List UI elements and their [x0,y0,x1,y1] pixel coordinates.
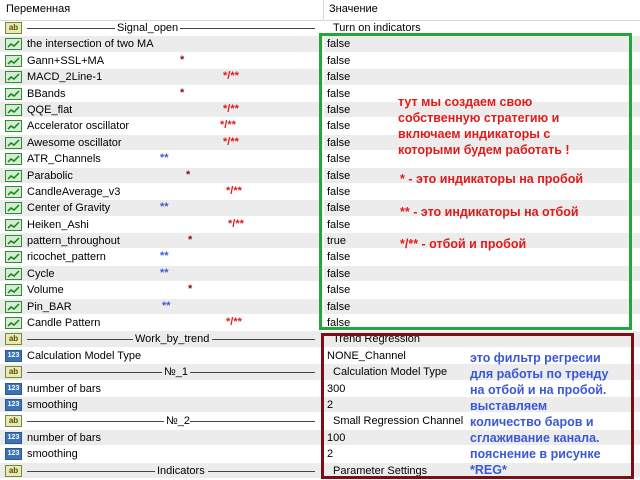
boolean-type-icon [5,284,22,296]
separator-line [180,28,315,29]
parameter-value[interactable]: false [327,71,351,84]
indicator-type-mark: ** [160,201,169,214]
boolean-type-icon [5,38,22,50]
indicator-type-mark: */** [226,316,242,329]
parameter-value[interactable]: false [327,169,351,182]
regression-note-line: *REG* [470,463,507,477]
text-type-icon: ab [5,366,22,378]
parameter-value[interactable]: false [327,185,351,198]
parameter-value[interactable]: 100 [327,431,346,444]
separator-line [27,471,155,472]
group-label: №_1 [164,366,189,379]
indicator-type-mark: * [180,86,185,99]
boolean-type-icon [5,88,22,100]
indicator-type-mark: * [186,168,191,181]
boolean-type-icon [5,120,22,132]
group-description: Trend Regression [333,333,421,346]
parameter-value[interactable]: false [327,251,351,264]
parameter-value[interactable]: false [327,284,351,297]
column-header-variable[interactable]: Переменная [6,3,71,15]
parameter-name: smoothing [27,448,78,461]
parameter-name: Accelerator oscillator [27,120,130,133]
boolean-type-icon [5,104,22,116]
parameter-name: ricochet_pattern [27,251,106,264]
text-type-icon: ab [5,333,22,345]
group-description: Parameter Settings [333,464,428,477]
boolean-type-icon [5,170,22,182]
strategy-note-line: тут мы создаем свою [398,95,533,109]
boolean-type-icon [5,251,22,263]
parameter-value[interactable]: false [327,87,351,100]
boolean-type-icon [5,202,22,214]
parameter-value[interactable]: false [327,218,351,231]
parameter-name: MACD_2Line-1 [27,71,103,84]
parameter-value[interactable]: false [327,136,351,149]
strategy-note-line: которыми будем работать ! [398,143,570,157]
parameter-name: pattern_throughout [27,235,120,248]
strategy-note [398,94,570,158]
parameter-value[interactable]: NONE_Channel [327,349,406,362]
boolean-type-icon [5,153,22,165]
group-description: Calculation Model Type [333,366,448,379]
number-type-icon: 123 [5,383,22,395]
parameter-value[interactable]: false [327,267,351,280]
parameter-name: Awesome oscillator [27,136,122,149]
regression-note-line: на отбой и на пробой. [470,383,607,397]
group-label: Indicators [157,464,205,477]
strategy-note-line: собственную стратегию и [398,111,560,125]
indicator-type-mark: */** [220,119,236,132]
separator-line [27,421,164,422]
number-type-icon: 123 [5,432,22,444]
boolean-type-icon [5,268,22,280]
separator-line [212,339,315,340]
parameter-value[interactable]: false [327,317,351,330]
legend-breakout: * - это индикаторы на пробой [400,172,584,186]
boolean-type-icon [5,55,22,67]
parameter-name: number of bars [27,382,101,395]
regression-note-line: выставляем [470,399,548,413]
regression-note-line: сглаживание канала. [470,431,600,445]
parameter-value[interactable]: false [327,120,351,133]
separator-line [208,471,315,472]
legend-both: */** - отбой и пробой [400,237,527,251]
boolean-type-icon [5,186,22,198]
group-description: Turn on indicators [333,22,421,34]
parameter-value[interactable]: false [327,300,351,313]
parameter-value[interactable]: 300 [327,382,346,395]
parameter-name: Center of Gravity [27,202,111,215]
indicator-type-mark: ** [162,299,171,312]
separator-line [190,421,315,422]
parameter-name: Parabolic [27,169,73,182]
parameter-name: the intersection of two MA [27,38,154,51]
indicator-type-mark: * [188,283,193,296]
number-type-icon: 123 [5,350,22,362]
boolean-type-icon [5,71,22,83]
parameter-value[interactable]: false [327,153,351,166]
parameter-name: ATR_Channels [27,153,101,166]
separator-line [190,372,315,373]
parameter-name: smoothing [27,398,78,411]
column-header-value[interactable]: Значение [329,3,378,15]
indicator-type-mark: */** [228,217,244,230]
text-type-icon: ab [5,465,22,477]
table-header [0,0,640,21]
separator-line [27,28,115,29]
separator-line [27,339,133,340]
boolean-type-icon [5,137,22,149]
parameter-name: QQE_flat [27,103,73,116]
indicator-type-mark: * [180,53,185,66]
indicator-type-mark: */** [223,135,239,148]
parameter-value[interactable]: 2 [327,448,334,461]
boolean-type-icon [5,235,22,247]
parameter-value[interactable]: false [327,38,351,51]
boolean-type-icon [5,301,22,313]
parameter-value[interactable]: true [327,235,346,248]
strategy-note-line: включаем индикаторы с [398,127,551,141]
indicator-type-mark: */** [223,70,239,83]
group-label: №_2 [166,415,191,428]
parameter-name: Pin_BAR [27,300,72,313]
regression-note-line: это фильтр регресии [470,351,601,365]
group-description: Small Regression Channel [333,415,464,428]
number-type-icon: 123 [5,399,22,411]
indicator-type-mark: */** [223,102,239,115]
indicator-type-mark: ** [160,266,169,279]
legend-rebound: ** - это индикаторы на отбой [400,205,579,219]
parameter-value[interactable]: 2 [327,398,334,411]
regression-note-line: пояснение в рисунке [470,447,601,461]
parameter-value[interactable]: false [327,103,351,116]
parameter-name: Gann+SSL+MA [27,54,105,67]
parameter-name: Candle Pattern [27,317,101,330]
text-type-icon: ab [5,415,22,427]
parameter-name: Volume [27,284,64,297]
parameter-name: Cycle [27,267,55,280]
regression-note-line: для работы по тренду [470,367,609,381]
regression-note [470,350,609,478]
boolean-type-icon [5,317,22,329]
parameter-value[interactable]: false [327,54,351,67]
parameter-name: BBands [27,87,66,100]
indicator-type-mark: ** [160,250,169,263]
group-label: Work_by_trend [135,333,210,346]
indicator-type-mark: * [188,234,193,247]
separator-line [27,372,162,373]
text-type-icon: ab [5,22,22,34]
indicator-type-mark: ** [160,152,169,165]
parameter-value[interactable]: false [327,202,351,215]
number-type-icon: 123 [5,448,22,460]
regression-note-line: количество баров и [470,415,594,429]
group-label: Signal_open [117,22,179,34]
boolean-type-icon [5,219,22,231]
parameter-name: Calculation Model Type [27,349,142,362]
parameter-name: CandleAverage_v3 [27,185,121,198]
parameter-name: number of bars [27,431,101,444]
parameter-name: Heiken_Ashi [27,218,89,231]
indicator-type-mark: */** [226,184,242,197]
